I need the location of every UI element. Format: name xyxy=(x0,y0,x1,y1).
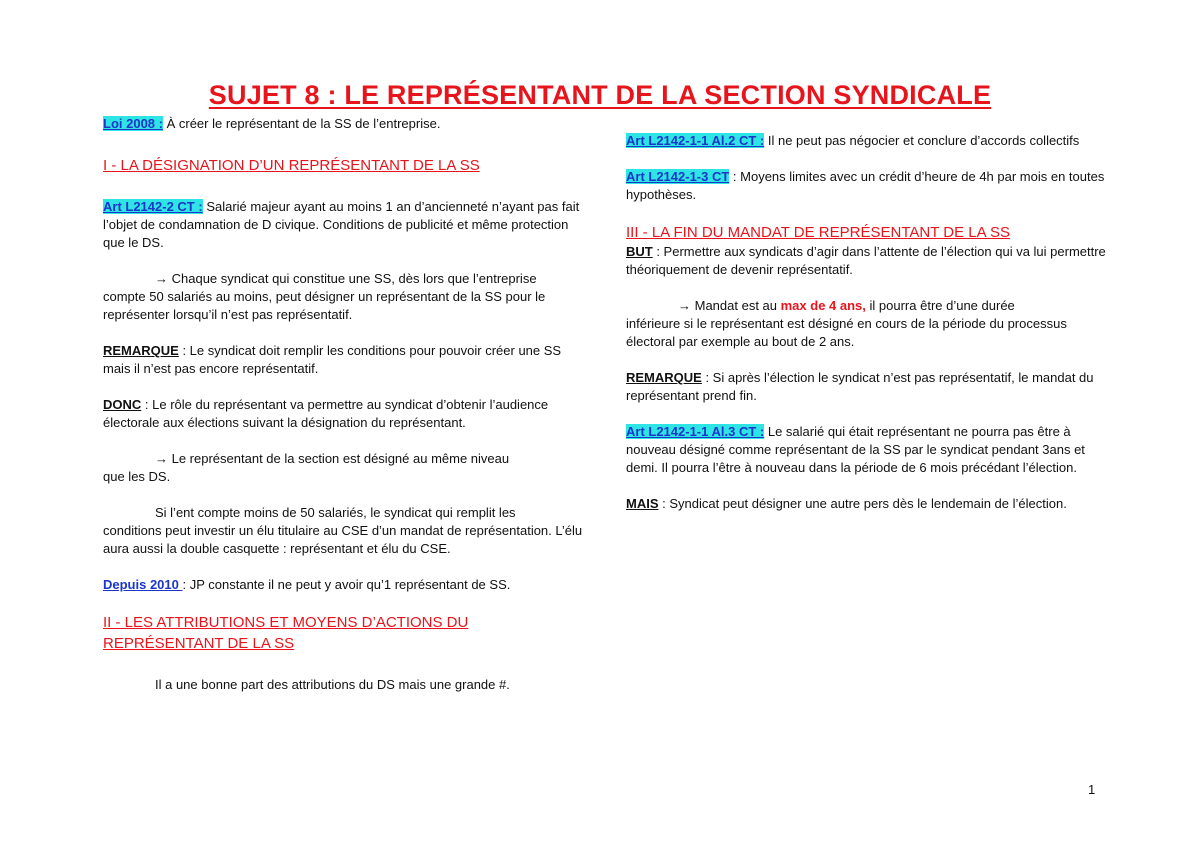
depuis-label: Depuis 2010 xyxy=(103,577,183,592)
loi-text: À créer le représentant de la SS de l’entreprise. xyxy=(162,116,441,131)
remarque-text: : Le syndicat doit remplir les conditions pour pouvoir créer une SS mais il n’est pas encore représentatif. xyxy=(103,343,562,376)
arrow-paragraph-2-cont: que les DS. xyxy=(103,469,171,484)
art-l2142-1-3-paragraph xyxy=(626,168,1106,204)
right-column xyxy=(626,132,1106,513)
but-paragraph xyxy=(626,243,1106,279)
but-text: : Permettre aux syndicats d’agir dans l’attente de l’élection qui va lui permettre théoriquement de devenir représentatif. xyxy=(626,244,1106,277)
art-l2142-2-paragraph xyxy=(103,198,583,252)
arrow-paragraph-1-cont: compte 50 salariés au moins, peut désigner un représentant de la SS pour le représenter lorsqu’il n’est pas représentatif. xyxy=(103,289,546,322)
loi-label: Loi 2008 : xyxy=(103,116,163,131)
donc-label: DONC xyxy=(103,397,142,412)
left-column xyxy=(103,115,583,694)
mais-paragraph xyxy=(626,495,1106,513)
arrow-paragraph-2: → Le représentant de la section est désigné au même niveau xyxy=(155,451,510,466)
donc-paragraph xyxy=(103,396,583,432)
section-heading-3: III - LA FIN DU MANDAT DE REPRÉSENTANT DE LA SS xyxy=(626,224,1010,241)
art-l2142-1-1-al3-label: Art L2142-1-1 Al.3 CT : xyxy=(626,424,765,439)
but-label: BUT xyxy=(626,244,653,259)
mandat-paragraph xyxy=(626,297,1106,315)
page-number: 1 xyxy=(1088,782,1096,797)
donc-text: : Le rôle du représentant va permettre au syndicat d’obtenir l’audience électorale aux élections suivant la désignation du représentant. xyxy=(103,397,549,430)
mandat-max-text: max de 4 ans, xyxy=(780,298,866,313)
mais-label: MAIS xyxy=(626,496,659,511)
art-l2142-1-3-text: : Moyens limites avec un crédit d’heure de 4h par mois en toutes hypothèses. xyxy=(626,169,1105,202)
section-heading-2: II - LES ATTRIBUTIONS ET MOYENS D’ACTIONS DU REPRÉSENTANT DE LA SS xyxy=(103,614,469,652)
arrow-paragraph-1: → Chaque syndicat qui constitue une SS, dès lors que l’entreprise xyxy=(155,271,537,286)
art-l2142-2-label: Art L2142-2 CT : xyxy=(103,199,203,214)
depuis-paragraph xyxy=(103,576,583,594)
mais-text: : Syndicat peut désigner une autre pers dès le lendemain de l’élection. xyxy=(658,496,1067,511)
art-l2142-1-3-label: Art L2142-1-3 CT xyxy=(626,169,730,184)
art-l2142-1-1-al3-paragraph xyxy=(626,423,1106,477)
art-l2142-2-text: Salarié majeur ayant au moins 1 an d’ancienneté n’ayant pas fait l’objet de condamnation de D civique. Conditions de publicité et même protection que le DS. xyxy=(103,199,580,250)
remarque-paragraph xyxy=(103,342,583,378)
remarque-label: REMARQUE xyxy=(103,343,179,358)
attributions-paragraph: Il a une bonne part des attributions du DS mais une grande #. xyxy=(155,677,510,692)
mandat-paragraph-cont: inférieure si le représentant est désigné en cours de la période du processus électoral par exemple au bout de 2 ans. xyxy=(626,316,1067,349)
art-l2142-1-1-al2-text: Il ne peut pas négocier et conclure d’accords collectifs xyxy=(764,133,1080,148)
art-l2142-1-1-al2-paragraph xyxy=(626,132,1106,150)
art-l2142-1-1-al2-label: Art L2142-1-1 Al.2 CT : xyxy=(626,133,765,148)
si-paragraph: Si l’ent compte moins de 50 salariés, le syndicat qui remplit les xyxy=(155,505,516,520)
mandat-pre-text: → Mandat est au xyxy=(678,298,781,313)
art-l2142-1-1-al3-text: Le salarié qui était représentant ne pourra pas être à nouveau désigné comme représentant de la SS par le syndicat pendant 3ans et demi. Il pourra l’être à nouveau dans la période de 6 mois précédant l’élection. xyxy=(626,424,1085,475)
loi-paragraph xyxy=(103,115,583,133)
depuis-text: : JP constante il ne peut y avoir qu’1 représentant de SS. xyxy=(182,577,511,592)
si-paragraph-cont: conditions peut investir un élu titulaire au CSE d’un mandat de représentation. L’élu aura aussi la double casquette : représentant et élu du CSE. xyxy=(103,523,583,556)
mandat-post-text: il pourra être d’une durée xyxy=(865,298,1015,313)
remarque-2-paragraph xyxy=(626,369,1106,405)
page-title: SUJET 8 : LE REPRÉSENTANT DE LA SECTION SYNDICALE xyxy=(208,80,992,110)
remarque-2-text: : Si après l’élection le syndicat n’est pas représentatif, le mandat du représentant prend fin. xyxy=(626,370,1094,403)
remarque-2-label: REMARQUE xyxy=(626,370,702,385)
section-heading-1: I - LA DÉSIGNATION D’UN REPRÉSENTANT DE LA SS xyxy=(103,157,480,174)
